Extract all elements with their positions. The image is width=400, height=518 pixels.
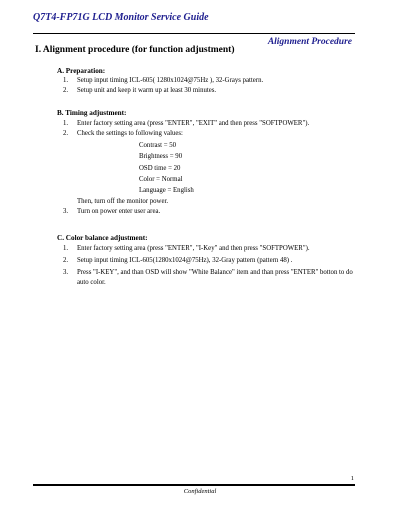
item-text: Setup input timing ICL-605(1280x1024@75Hz), 32-Gray pattern (pattern 48) . <box>77 257 293 264</box>
item-number: 2. <box>63 130 69 137</box>
header-right-title: Alignment Procedure <box>267 37 352 47</box>
section-c-item-1 <box>63 244 363 254</box>
item-text: Press "I-KEY", and than OSD will show "White Balance" item and than press "ENTER" botton to do auto color. <box>77 269 353 286</box>
section-b-item-3 <box>63 207 363 217</box>
section-a-item-1 <box>63 76 363 86</box>
item-text: Turn on power enter user area. <box>77 208 161 215</box>
setting-brightness: Brightness = 90 <box>139 153 183 160</box>
page-number: 1 <box>350 475 354 482</box>
setting-color: Color = Normal <box>139 176 183 183</box>
item-text: Setup unit and keep it warm up at least 30 minutes. <box>77 87 217 94</box>
section-c-heading: C. Color balance adjustment: <box>57 234 148 242</box>
item-text: Setup input timing ICL-605( 1280x1024@75Hz ), 32-Grays pattern. <box>77 77 264 84</box>
footer-rule <box>33 484 355 486</box>
setting-contrast: Contrast = 50 <box>139 142 177 149</box>
item-text: Enter factory setting area (press "ENTER", "EXIT" and then press "SOFTPOWER"). <box>77 120 310 127</box>
item-number: 3. <box>63 269 69 276</box>
item-number: 2. <box>63 257 69 264</box>
section-b-after-settings: Then, turn off the monitor power. <box>77 198 169 205</box>
item-number: 1. <box>63 77 69 84</box>
document-title: I. Alignment procedure (for function adjustment) <box>35 45 235 55</box>
section-b-item-1 <box>63 119 363 129</box>
item-text: Enter factory setting area (press "ENTER", "I-Key" and then press "SOFTPOWER"). <box>77 245 310 252</box>
section-b-item-2 <box>63 129 363 139</box>
header-left-title: Q7T4-FP71G LCD Monitor Service Guide <box>33 12 209 23</box>
footer-confidential: Confidential <box>183 488 217 495</box>
section-c-item-3 <box>63 268 363 288</box>
item-text: Check the settings to following values: <box>77 130 183 137</box>
setting-language: Language = English <box>139 187 194 194</box>
section-a-heading: A. Preparation: <box>57 67 106 75</box>
item-number: 1. <box>63 120 69 127</box>
item-number: 2. <box>63 87 69 94</box>
setting-osd-time: OSD time = 20 <box>139 165 181 172</box>
section-a-item-2 <box>63 86 363 96</box>
section-b-heading: B. Timing adjustment: <box>57 109 127 117</box>
header-rule <box>33 33 355 34</box>
section-c-item-2 <box>63 256 363 266</box>
item-number: 1. <box>63 245 69 252</box>
item-number: 3. <box>63 208 69 215</box>
